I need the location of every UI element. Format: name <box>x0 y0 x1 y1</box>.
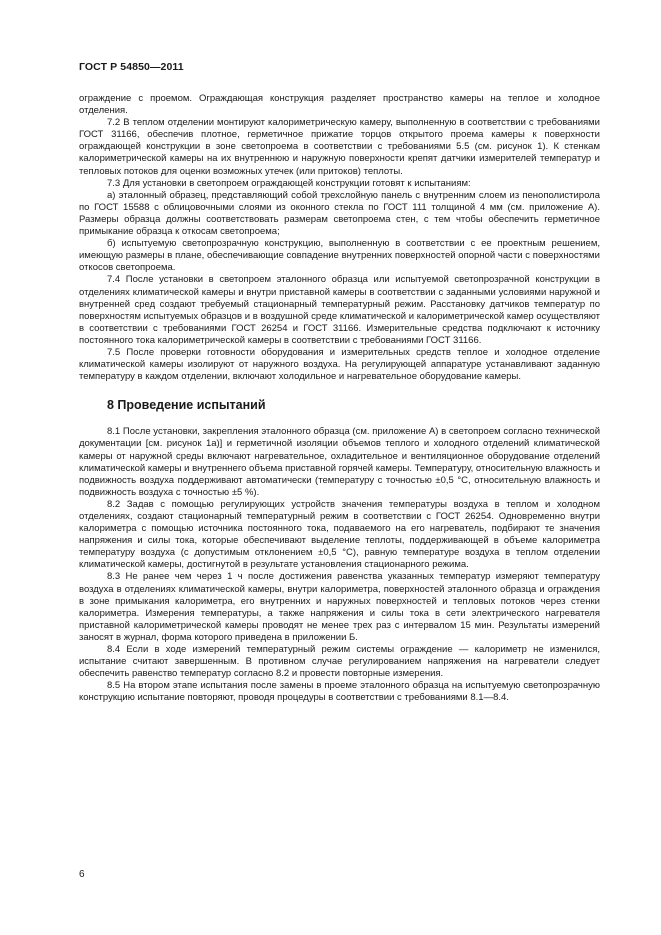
paragraph-8-2: 8.2 Задав с помощью регулирующих устройств значения температуры воздуха в теплом и холодном отделениях, создают стационарный температурный режим в соответствии с ГОСТ 26254. Одновременно внутри калориметра с помощью источника постоянного тока, подаваемого на его нагреватель, подбирают те значения напряжения и силы тока, которые обеспечивают выделение теплоты, поддерживающей в объеме калориметра температуру воздуха (с допустимым отклонением ±0,5 °С), равную температуре воздуха в теплом отделении климатической камеры, достигнутой в результате установления стационарного режима. <box>79 498 600 571</box>
paragraph-7-3-a: а) эталонный образец, представляющий собой трехслойную панель с внутренним слоем из пенополистирола по ГОСТ 15588 с облицовочными слоями из оконного стекла по ГОСТ 111 толщиной 4 мм (см. приложение А). Размеры образца должны соответствовать размерам светопроема стен, с тем чтобы обеспечить герметичное примыкание образца к откосам светопроема; <box>79 189 600 238</box>
paragraph-7-3-b: б) испытуемую светопрозрачную конструкцию, выполненную в соответствии с ее проектным решением, имеющую размеры в плане, обеспечивающие совпадение внутренних поверхностей опорной части с поверхностями откосов светопроема. <box>79 238 600 274</box>
paragraph-7-2: 7.2 В теплом отделении монтируют калориметрическую камеру, выполненную в соответствии с требованиями ГОСТ 31166, обеспечив плотное, герметичное прижатие торцов открытого проема камеры к поверхности ограждающей конструкции в зоне светопроема в соответствии с требованиями 5.5 (см. рисунок 1). К стенкам калориметрической камеры на их внутреннюю и наружную поверхности крепят датчики измерителей температур и тепловых потоков для оценки возможных утечек (или притоков) теплоты. <box>79 117 600 177</box>
paragraph-8-5: 8.5 На втором этапе испытания после замены в проеме эталонного образца на испытуемую светопрозрачную конструкцию испытание повторяют, проводя процедуры в соответствии с требованиями 8.1—8.4. <box>79 680 600 704</box>
document-header: ГОСТ Р 54850—2011 <box>79 61 184 73</box>
document-body <box>79 93 600 705</box>
paragraph-7-5: 7.5 После проверки готовности оборудования и измерительных средств теплое и холодное отделение климатической камеры изолируют от наружного воздуха. На регулирующей аппаратуре устанавливают заданную температуру в каждом отделении, включают холодильное и нагревательное оборудование камеры. <box>79 346 600 383</box>
paragraph-8-3: 8.3 Не ранее чем через 1 ч после достижения равенства указанных температур измеряют температуру воздуха в отделениях климатической камеры, внутри калориметра, поверхностей эталонного образца и ограждения в зоне примыкания калориметра, его внутренних и наружных поверхностей и тепловых потоков через стенки калориметра. Измерения температуры, а также напряжения и силы тока в сети электрического нагревателя приставной калориметрической камеры проводят не менее трех раз с интервалом 15 мин. Результаты измерений заносят в журнал, форма которого приведена в приложении Б. <box>79 571 600 643</box>
paragraph-7-4: 7.4 После установки в светопроем эталонного образца или испытуемой светопрозрачной конструкции в отделениях климатической камеры и внутри приставной камеры в соответствии с заданными условиями наружной и внутренней сред создают требуемый стационарный температурный режим. Расстановку датчиков температур по поверхностям испытуемых образцов и в воздушной среде климатической и калориметрической камер осуществляют в соответствии с требованиями ГОСТ 26254 и ГОСТ 31166. Измерительные средства подключают к источнику постоянного тока калориметрической камеры в соответствии с требованиями ГОСТ 31166. <box>79 274 600 346</box>
paragraph-8-4: 8.4 Если в ходе измерений температурный режим системы ограждение — калориметр не изменился, испытание считают завершенным. В противном случае регулированием напряжения на нагреватели следует обеспечить равенство температур согласно 8.2 и провести повторные измерения. <box>79 644 600 680</box>
page-number: 6 <box>79 869 85 880</box>
paragraph: ограждение с проемом. Ограждающая конструкция разделяет пространство камеры на теплое и холодное отделения. <box>79 93 600 117</box>
paragraph-7-3: 7.3 Для установки в светопроем ограждающей конструкции готовят к испытаниям: <box>107 177 471 189</box>
paragraph-8-1: 8.1 После установки, закрепления эталонного образца (см. приложение А) в светопроем согласно технической документации [см. рисунок 1а)] и герметичной изоляции объемов теплого и холодного отделений климатической камеры от наружной среды включают нагревательное, охладительное и вентиляционное оборудование отделений климатической камеры и внутреннего объема приставной горячей камеры. Температуру, относительную влажность и подвижность воздуха поддерживают автоматически (температуру с точностью ±0,5 °С, относительную влажность и подвижность воздуха с точностью ±5 %). <box>79 426 600 498</box>
section-title: 8 Проведение испытаний <box>107 398 266 413</box>
